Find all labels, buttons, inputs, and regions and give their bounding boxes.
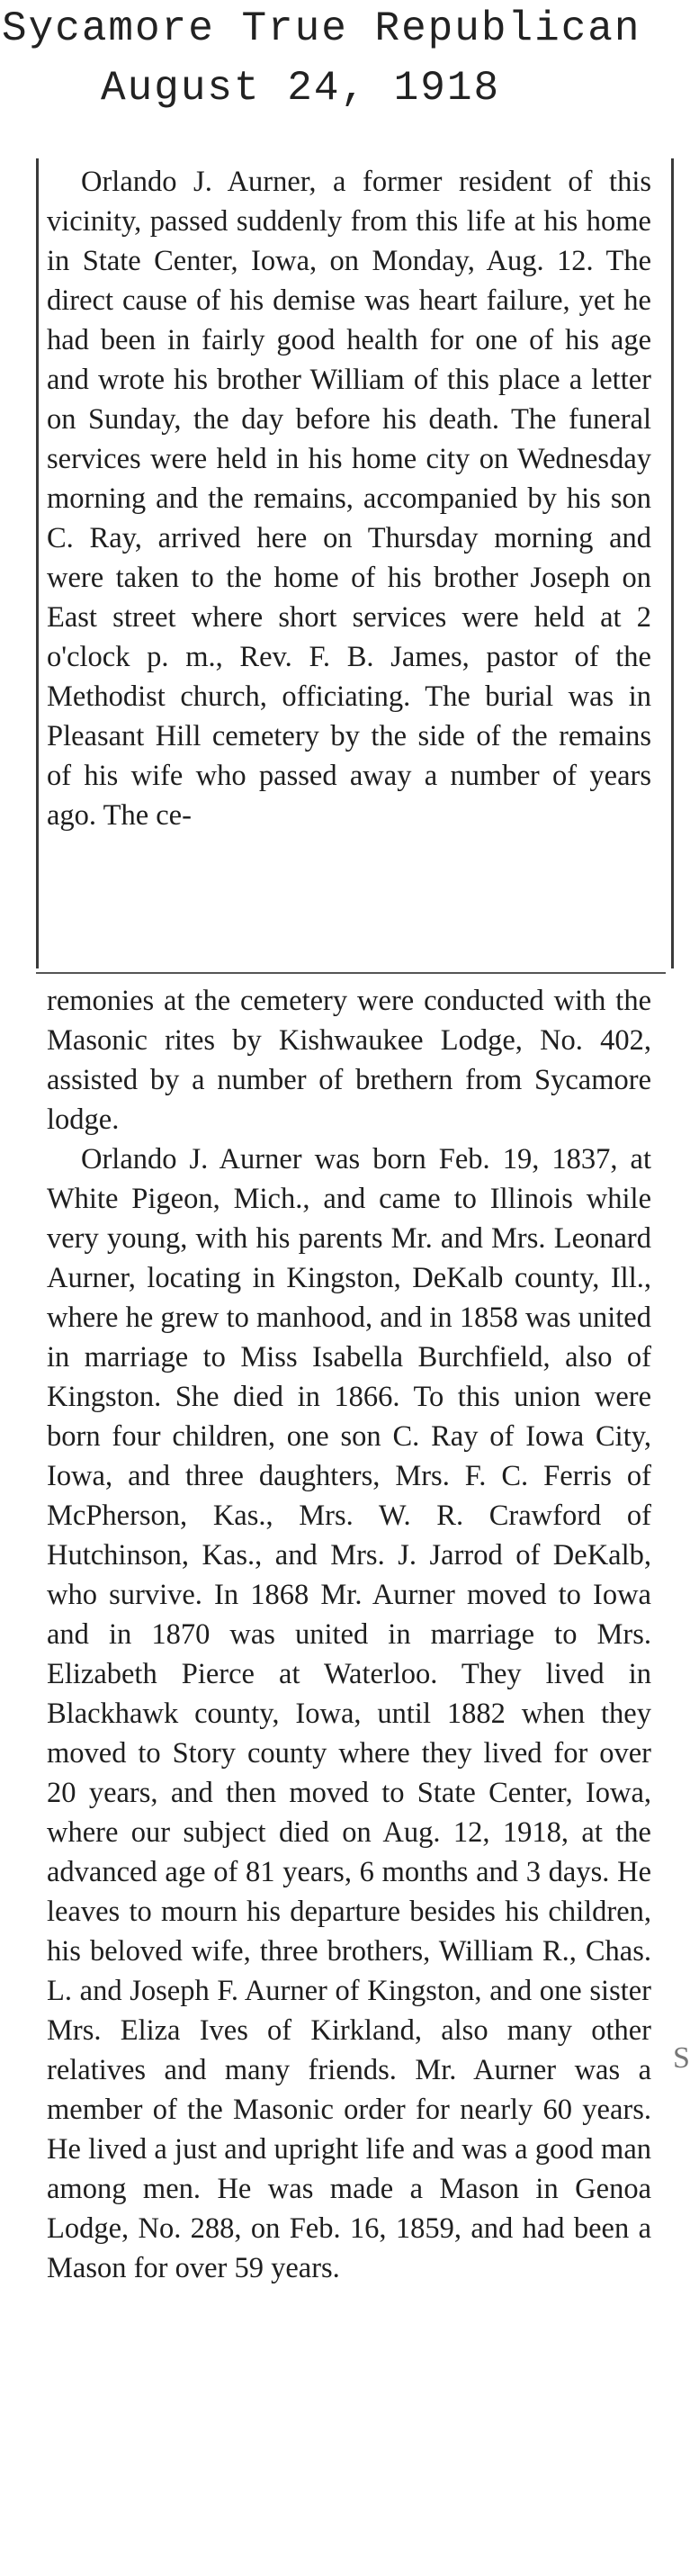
margin-fragment: S bbox=[673, 2041, 690, 2075]
column-rule-right bbox=[671, 158, 674, 968]
clipping-join-line bbox=[36, 972, 666, 974]
column-rule-left bbox=[36, 158, 39, 968]
obituary-paragraph-1-continued: remonies at the cemetery were conducted with the Masonic rites by Kishwaukee Lodge, No. 402, assisted by a number of brethern from Sycamore lodge. bbox=[47, 985, 651, 1136]
obituary-paragraph-2: Orlando J. Aurner was born Feb. 19, 1837, at White Pigeon, Mich., and came to Illinois while very young, with his parents Mr. and Mrs. Leonard Aurner, locating in Kingston, DeKalb county, Ill., where he grew to manhood, and in 1858 was united in marriage to Miss Isabella Burchfield, also of Kingston. She died in 1866. To this union were born four children, one son C. Ray of Iowa City, Iowa, and three daughters, Mrs. F. C. Ferris of McPherson, Kas., Mrs. W. R. Crawford of Hutchinson, Kas., and Mrs. J. Jarrod of DeKalb, who survive. In 1868 Mr. Aurner moved to Iowa and in 1870 was united in marriage to Mrs. Elizabeth Pierce at Waterloo. They lived in Blackhawk county, Iowa, until 1882 when they moved to Story county where they lived for over 20 years, and then moved to State Center, Iowa, where our subject died on Aug. 12, 1918, at the advanced age of 81 years, 6 months and 3 days. He leaves to mourn his departure besides his children, his beloved wife, three brothers, William R., Chas. L. and Joseph F. Aurner of Kingston, and one sister Mrs. Eliza Ives of Kirkland, also many other relatives and many friends. Mr. Aurner was a member of the Masonic order for nearly 60 years. He lived a just and upright life and was a good man among men. He was made a Mason in Genoa Lodge, No. 288, on Feb. 16, 1859, and had been a Mason for over 59 years. bbox=[47, 1143, 651, 2284]
obituary-paragraph-1: Orlando J. Aurner, a former resident of this vicinity, passed suddenly from this life at his home in State Center, Iowa, on Monday, Aug. 12. The direct cause of his demise was heart failure, yet he had been in fairly good health for one of his age and wrote his brother William of this place a letter on Sunday, the day before his death. The funeral services were held in his home city on Wednesday morning and the remains, accompanied by his son C. Ray, arrived here on Thursday morning and were taken to the home of his brother Joseph on East street where short services were held at 2 o'clock p. m., Rev. F. B. James, pastor of the Methodist church, officiating. The burial was in Pleasant Hill cemetery by the side of the remains of his wife who passed away a number of years ago. The ce- bbox=[47, 166, 651, 832]
publication-date: August 24, 1918 bbox=[101, 65, 501, 112]
article-column-bottom bbox=[47, 981, 651, 2288]
article-column-top bbox=[47, 162, 651, 835]
newspaper-title: Sycamore True Republican bbox=[2, 5, 641, 52]
